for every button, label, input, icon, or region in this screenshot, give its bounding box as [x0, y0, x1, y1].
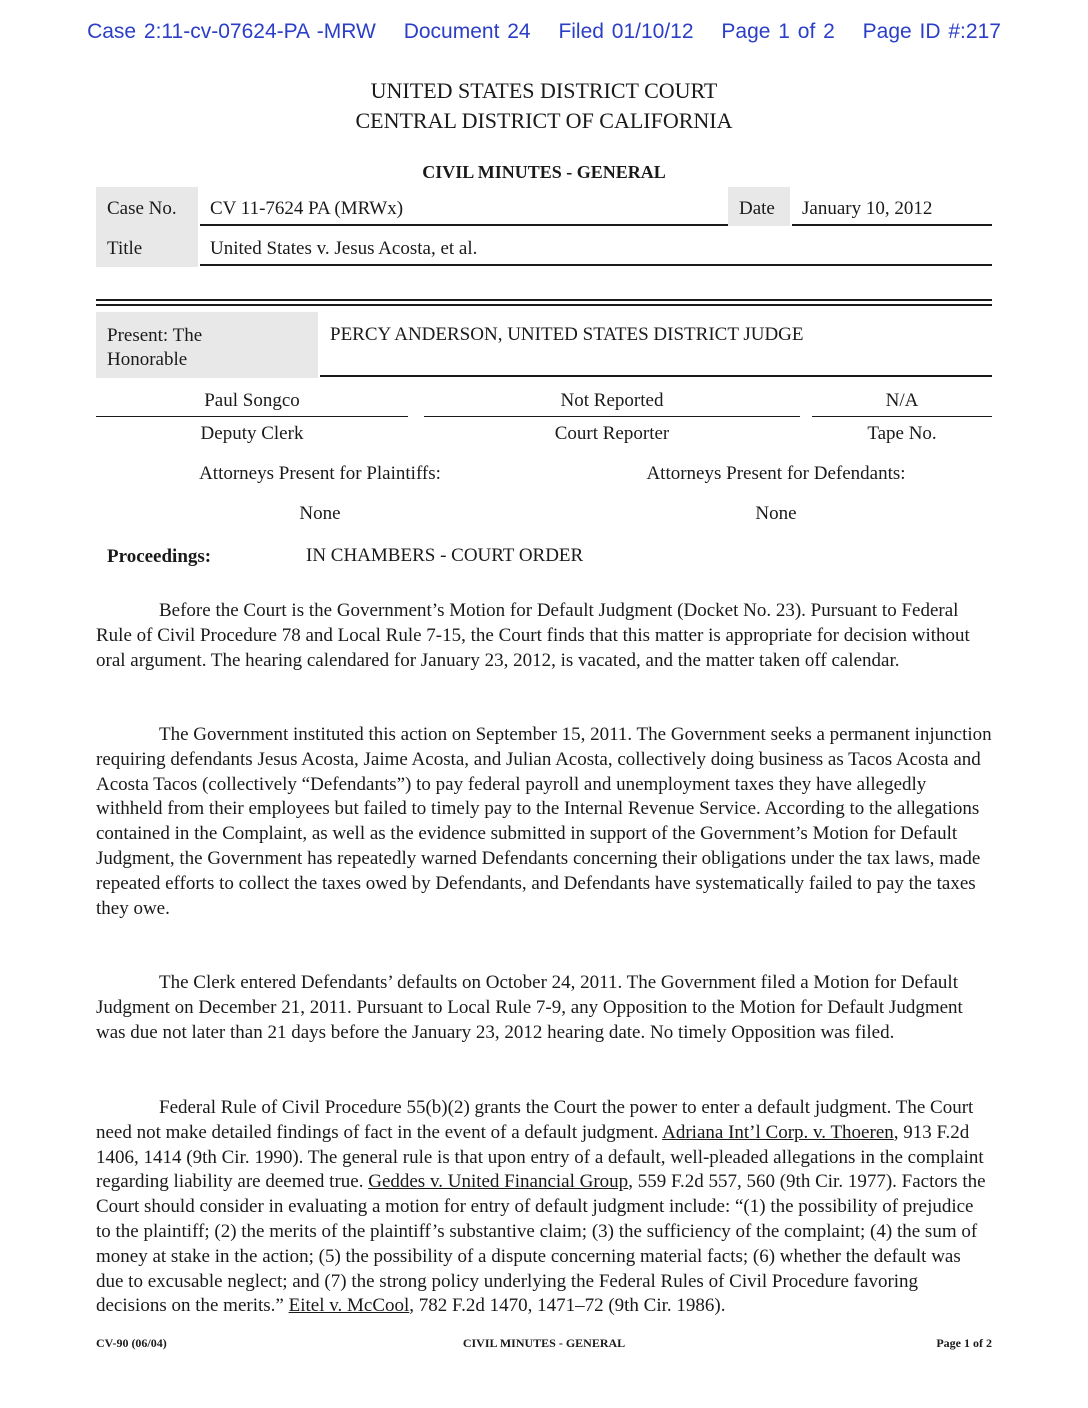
date-underline	[792, 224, 992, 226]
stamp-page-id: Page ID #:217	[862, 20, 1001, 43]
stamp-page: Page 1 of 2	[721, 20, 835, 43]
double-rule-top	[96, 299, 992, 301]
stamp-case-number: Case 2:11-cv-07624-PA -MRW	[87, 20, 376, 43]
present-label-line1: Present: The	[107, 325, 203, 346]
court-name: UNITED STATES DISTRICT COURT	[370, 78, 718, 103]
citation-eitel: Eitel v. McCool	[288, 1295, 410, 1317]
citation-adriana: Adriana Int’l Corp. v. Thoeren	[662, 1121, 894, 1143]
paragraph-3	[96, 971, 992, 1045]
paragraph-4	[96, 1096, 992, 1319]
attorneys-defendants-value: None	[755, 503, 797, 524]
judge-name: PERCY ANDERSON, UNITED STATES DISTRICT JUDGE	[330, 324, 804, 345]
attorneys-plaintiffs-value: None	[299, 503, 341, 524]
title-value: United States v. Jesus Acosta, et al.	[210, 238, 478, 259]
footer-title: CIVIL MINUTES - GENERAL	[462, 1336, 626, 1350]
judge-underline	[320, 375, 992, 377]
reporter-underline	[424, 416, 800, 417]
footer-form-number: CV-90 (06/04)	[96, 1336, 167, 1350]
present-label-line2: Honorable	[107, 349, 188, 370]
case-no-label: Case No.	[107, 198, 177, 219]
case-no-underline	[200, 224, 728, 226]
title-underline	[200, 264, 992, 266]
form-title: CIVIL MINUTES - GENERAL	[422, 162, 666, 182]
paragraph-3-text: The Clerk entered Defendants’ defaults on October 24, 2011. The Government filed a Motion for Default Judgment on December 21, 2011. Pursuant to Local Rule 7-9, any Opposition to the Motion for Default Judgment was due not later than 21 days before the January 23, 2012 hearing date. No timely Opposition was filed.	[96, 972, 963, 1043]
date-label: Date	[739, 198, 775, 219]
paragraph-1	[96, 599, 992, 673]
court-reporter-value: Not Reported	[560, 390, 664, 411]
court-reporter-label: Court Reporter	[554, 423, 670, 444]
tape-no-value: N/A	[885, 390, 919, 411]
proceedings-value: IN CHAMBERS - COURT ORDER	[306, 545, 584, 566]
stamp-filed-date: Filed 01/10/12	[558, 20, 694, 43]
paragraph-2-text: The Government instituted this action on September 15, 2011. The Government seeks a permanent injunction requiring defendants Jesus Acosta, Jaime Acosta, and Julian Acosta, collectively doing business as Tacos Acosta and Acosta Tacos (collectively “Defendants”) to pay federal payroll and unemployment taxes they have allegedly withheld from their employees but failed to timely pay to the Internal Revenue Service. According to the allegations contained in the Complaint, as well as the evidence submitted in support of the Government’s Motion for Default Judgment, the Government has repeatedly warned Defendants concerning their obligations under the tax laws, made repeated efforts to collect the taxes owed by Defendants, and Defendants have systematically failed to pay the taxes they owe.	[96, 724, 992, 919]
case-no-value: CV 11-7624 PA (MRWx)	[210, 198, 404, 219]
court-heading	[0, 76, 1088, 136]
tape-no-label: Tape No.	[867, 423, 937, 444]
attorneys-defendants-label: Attorneys Present for Defendants:	[646, 463, 906, 484]
tape-underline	[812, 416, 992, 417]
ecf-header-stamp	[0, 20, 1088, 44]
clerk-underline	[96, 416, 408, 417]
paragraph-2	[96, 723, 992, 921]
deputy-clerk-name: Paul Songco	[204, 390, 300, 411]
title-label: Title	[107, 238, 143, 259]
citation-geddes: Geddes v. United Financial Group	[368, 1171, 629, 1193]
court-district: CENTRAL DISTRICT OF CALIFORNIA	[355, 108, 733, 133]
paragraph-1-text: Before the Court is the Government’s Motion for Default Judgment (Docket No. 23). Pursuant to Federal Rule of Civil Procedure 78 and Local Rule 7-15, the Court finds that this matter is appropriate for decision without oral argument. The hearing calendared for January 23, 2012, is vacated, and the matter taken off calendar.	[96, 600, 970, 671]
paragraph-4-text-d: , 782 F.2d 1470, 1471–72 (9th Cir. 1986).	[409, 1295, 726, 1317]
paragraph-4-text-a: Federal Rule of Civil Procedure 55(b)(2) grants the Court the power to enter a default judgment. The Court need not make detailed findings of fact in the event of a default judgment.	[96, 1097, 974, 1143]
date-value: January 10, 2012	[802, 198, 933, 219]
double-rule-bottom	[96, 304, 992, 306]
paragraph-4-text-c: , 559 F.2d 557, 560 (9th Cir. 1977). Factors the Court should consider in evaluating a motion for entry of default judgment include: “(1) the possibility of prejudice to the plaintiff; (2) the merits of the plaintiff’s substantive claim; (3) the sufficiency of the complaint; (4) the sum of money at stake in the action; (5) the possibility of a dispute concerning material facts; (6) whether the default was due to excusable neglect; and (7) the strong policy underlying the Federal Rules of Civil Procedure favoring decisions on the merits.”	[96, 1171, 986, 1317]
deputy-clerk-label: Deputy Clerk	[200, 423, 304, 444]
proceedings-label: Proceedings:	[107, 546, 212, 567]
attorneys-plaintiffs-label: Attorneys Present for Plaintiffs:	[199, 463, 441, 484]
paragraph-4-text-b: , 913 F.2d 1406, 1414 (9th Cir. 1990). The general rule is that upon entry of a default, well-pleaded allegations in the complaint regarding liability are deemed true.	[96, 1121, 984, 1193]
present-label	[107, 324, 202, 372]
stamp-document: Document 24	[403, 20, 531, 43]
footer-page: Page 1 of 2	[936, 1336, 992, 1350]
